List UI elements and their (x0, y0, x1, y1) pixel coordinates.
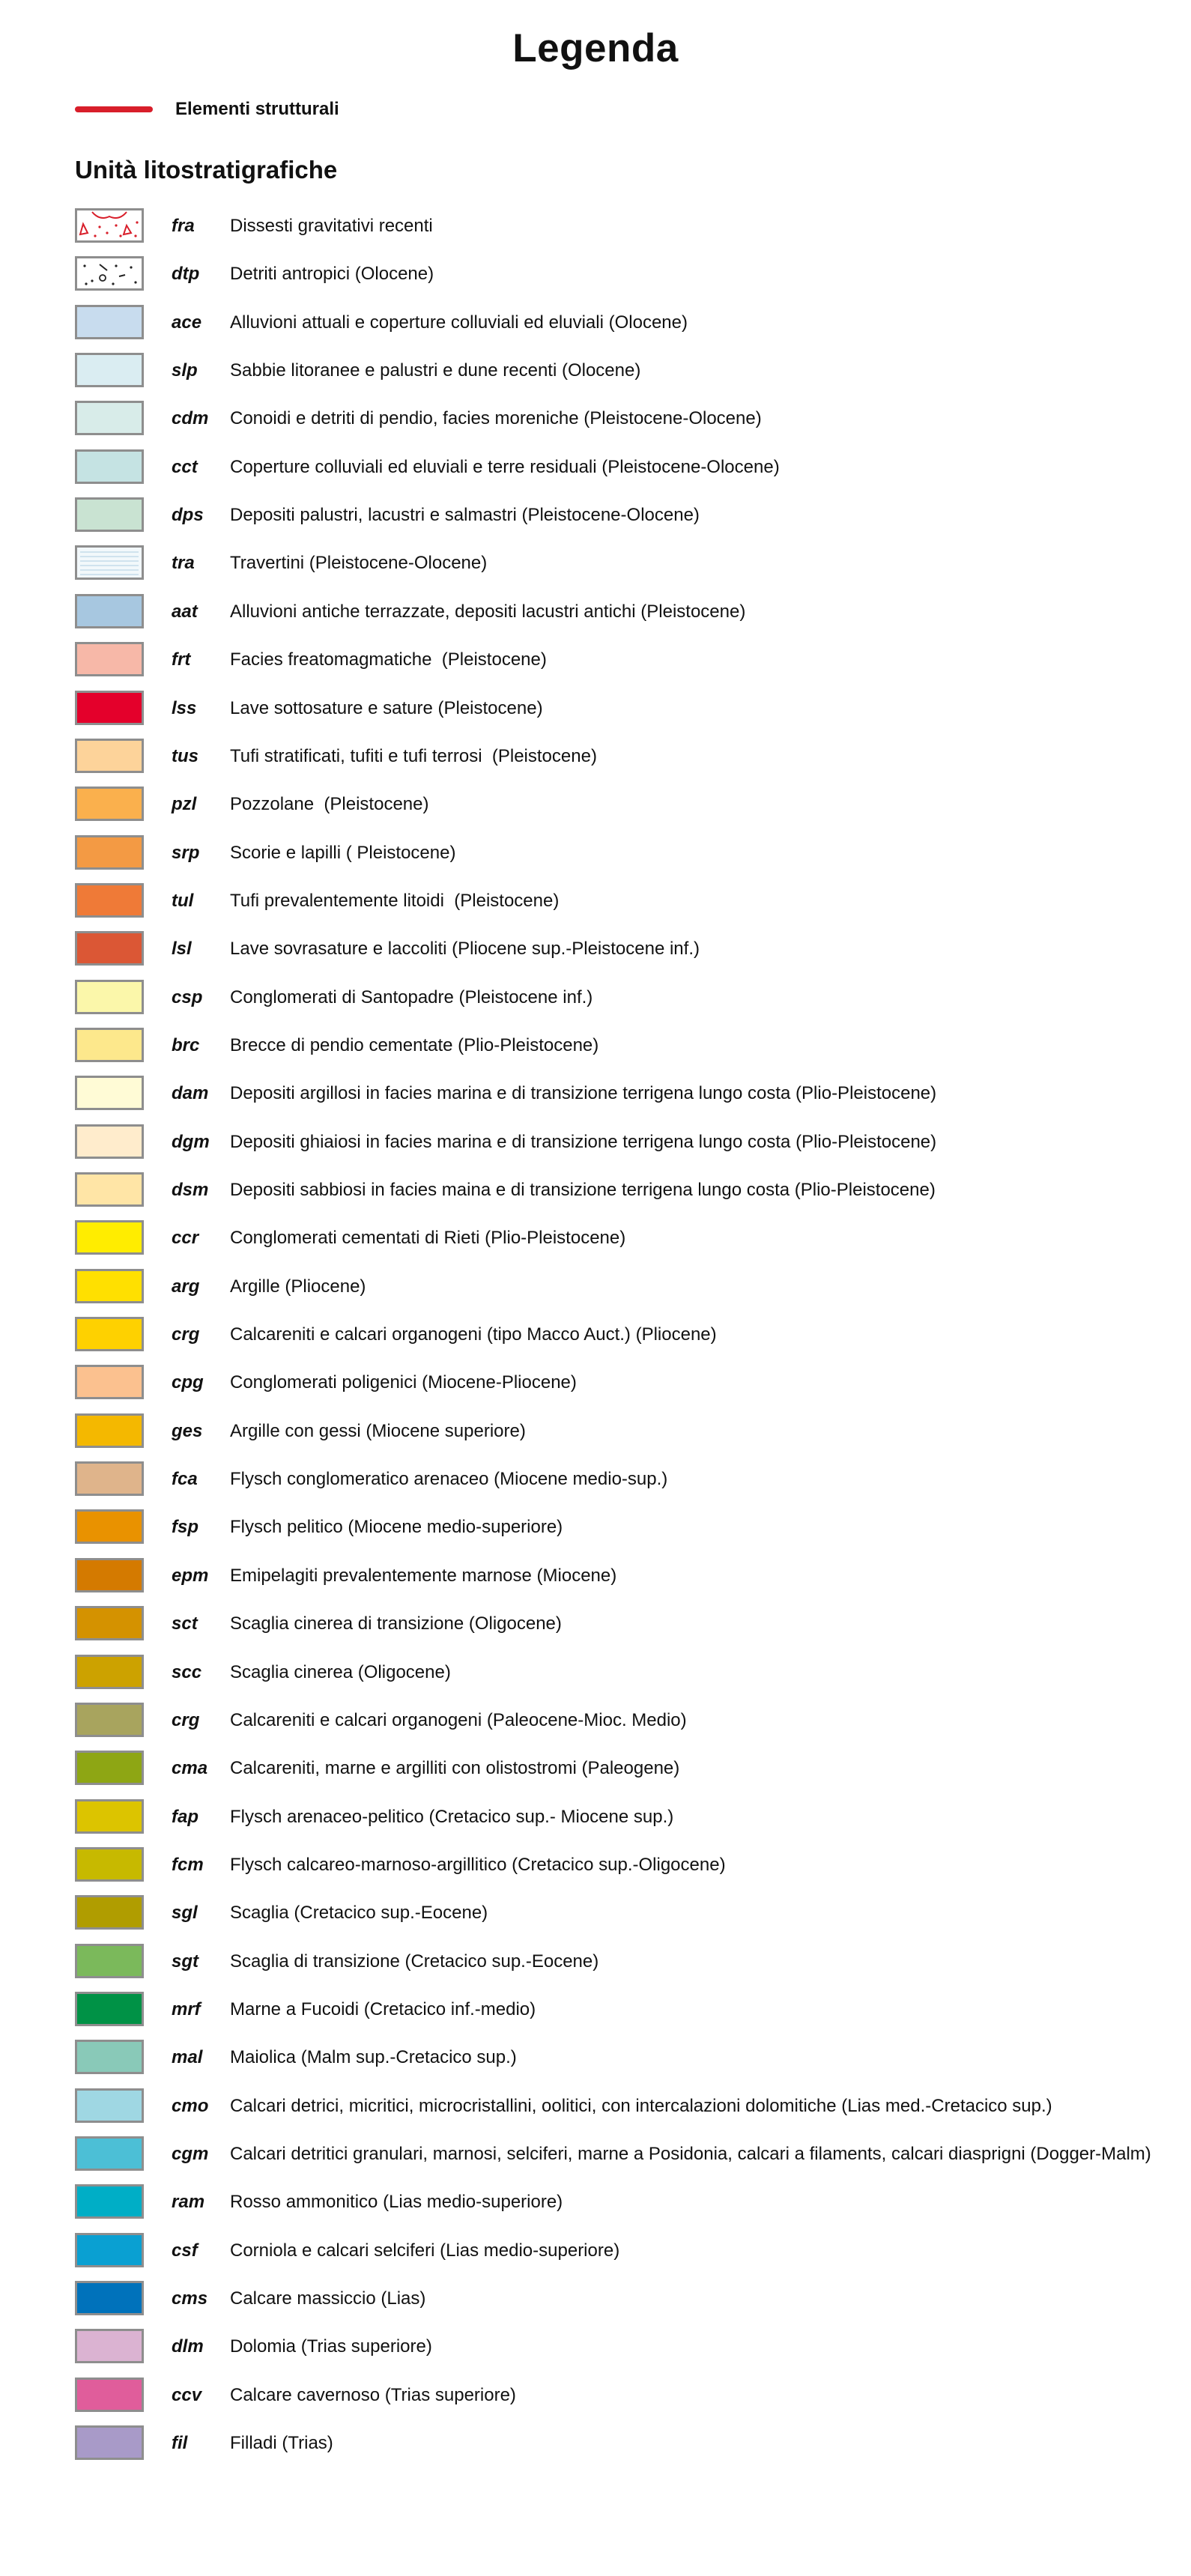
unit-code: csf (172, 2240, 198, 2261)
unit-description: Conglomerati di Santopadre (Pleistocene inf.) (230, 987, 593, 1007)
unit-code: ace (172, 312, 202, 333)
unit-color-swatch (75, 1751, 144, 1785)
legend-row (75, 1220, 1191, 1259)
unit-description: Calcari detrici, micritici, microcristallini, oolitici, con intercalazioni dolomitiche (Lias med.-Cretacico sup.) (230, 2095, 1052, 2116)
legend-row (75, 1847, 1191, 1886)
legend-row (75, 1944, 1191, 1983)
unit-color-swatch (75, 2040, 144, 2074)
legend-row (75, 2233, 1191, 2272)
unit-color-swatch (75, 1944, 144, 1978)
unit-color-swatch (75, 2136, 144, 2171)
unit-color-swatch (75, 1220, 144, 1255)
structural-elements-entry (75, 96, 339, 123)
unit-code: frt (172, 649, 191, 670)
unit-color-swatch (75, 449, 144, 484)
unit-code: fcm (172, 1854, 204, 1875)
unit-color-swatch (75, 1847, 144, 1882)
unit-description: Depositi argillosi in facies marina e di transizione terrigena lungo costa (Plio-Pleistocene) (230, 1083, 937, 1104)
unit-code: cgm (172, 2144, 209, 2164)
unit-description: Conglomerati poligenici (Miocene-Pliocene) (230, 1372, 577, 1393)
unit-color-swatch (75, 739, 144, 773)
unit-color-swatch (75, 691, 144, 725)
unit-code: cct (172, 456, 198, 477)
unit-description: Brecce di pendio cementate (Plio-Pleistocene) (230, 1034, 599, 1055)
unit-description: Dolomia (Trias superiore) (230, 2336, 432, 2357)
legend-row (75, 691, 1191, 730)
unit-code: cmo (172, 2095, 209, 2116)
structural-line-symbol (75, 106, 153, 112)
unit-color-swatch (75, 1461, 144, 1496)
unit-description: Marne a Fucoidi (Cretacico inf.-medio) (230, 1998, 536, 2019)
legend-row (75, 2378, 1191, 2416)
legend-row (75, 980, 1191, 1019)
legend-row (75, 305, 1191, 344)
unit-color-swatch (75, 835, 144, 870)
unit-color-swatch (75, 2329, 144, 2363)
legend-row (75, 1365, 1191, 1404)
unit-color-swatch (75, 1028, 144, 1062)
unit-description: Calcare cavernoso (Trias superiore) (230, 2384, 516, 2405)
unit-description: Scaglia cinerea di transizione (Oligocene) (230, 1613, 562, 1634)
unit-description: Argille con gessi (Miocene superiore) (230, 1420, 526, 1441)
legend-row (75, 449, 1191, 488)
unit-description: Alluvioni antiche terrazzate, depositi lacustri antichi (Pleistocene) (230, 601, 746, 622)
unit-color-swatch (75, 545, 144, 580)
unit-color-swatch (75, 256, 144, 291)
unit-description: Dissesti gravitativi recenti (230, 216, 433, 236)
legend-row (75, 208, 1191, 247)
unit-color-swatch (75, 1606, 144, 1640)
unit-code: cpg (172, 1372, 204, 1393)
unit-description: Tufi prevalentemente litoidi (Pleistocene) (230, 890, 560, 911)
unit-description: Filladi (Trias) (230, 2433, 333, 2454)
legend-row (75, 1413, 1191, 1452)
unit-code: csp (172, 987, 203, 1007)
legend-row (75, 1172, 1191, 1211)
unit-color-swatch (75, 1172, 144, 1207)
unit-description: Calcare massiccio (Lias) (230, 2288, 426, 2309)
legend-row (75, 545, 1191, 584)
unit-code: fil (172, 2433, 188, 2454)
legend-row (75, 1461, 1191, 1500)
legend-row (75, 1076, 1191, 1115)
section-title: Unità litostratigrafiche (75, 156, 338, 184)
unit-description: Depositi ghiaiosi in facies marina e di transizione terrigena lungo costa (Plio-Pleistocene) (230, 1131, 937, 1152)
unit-color-swatch (75, 2184, 144, 2219)
unit-code: sgt (172, 1951, 198, 1972)
legend-row (75, 2184, 1191, 2223)
legend-row (75, 594, 1191, 633)
legend-row (75, 931, 1191, 970)
unit-description: Facies freatomagmatiche (Pleistocene) (230, 649, 547, 670)
legend-row (75, 256, 1191, 295)
legend-title: Legenda (512, 26, 679, 70)
unit-description: Coperture colluviali ed eluviali e terre residuali (Pleistocene-Olocene) (230, 456, 780, 477)
unit-color-swatch (75, 1509, 144, 1544)
unit-code: ges (172, 1420, 203, 1441)
unit-description: Maiolica (Malm sup.-Cretacico sup.) (230, 2047, 517, 2068)
legend-row (75, 2136, 1191, 2175)
unit-description: Flysch pelitico (Miocene medio-superiore) (230, 1517, 563, 1538)
unit-color-swatch (75, 883, 144, 918)
unit-code: dlm (172, 2336, 204, 2357)
unit-color-swatch (75, 353, 144, 387)
legend-row (75, 1606, 1191, 1645)
legend-row (75, 883, 1191, 922)
legend-row (75, 2329, 1191, 2368)
unit-code: fca (172, 1469, 198, 1490)
legend-row (75, 1509, 1191, 1548)
unit-color-swatch (75, 1799, 144, 1834)
unit-description: Flysch conglomeratico arenaceo (Miocene medio-sup.) (230, 1469, 668, 1490)
legend-row (75, 2088, 1191, 2127)
legend-row (75, 1799, 1191, 1838)
unit-description: Emipelagiti prevalentemente marnose (Miocene) (230, 1565, 617, 1586)
unit-description: Rosso ammonitico (Lias medio-superiore) (230, 2192, 563, 2213)
unit-color-swatch (75, 208, 144, 243)
unit-code: lsl (172, 939, 192, 960)
unit-code: fap (172, 1806, 198, 1827)
unit-description: Scaglia di transizione (Cretacico sup.-Eocene) (230, 1951, 599, 1972)
unit-color-swatch (75, 931, 144, 966)
unit-code: cdm (172, 408, 209, 429)
unit-code: tra (172, 553, 195, 574)
unit-code: arg (172, 1276, 200, 1297)
unit-color-swatch (75, 2425, 144, 2460)
unit-code: ram (172, 2192, 205, 2213)
unit-color-swatch (75, 401, 144, 435)
unit-code: ccr (172, 1228, 199, 1249)
unit-color-swatch (75, 1992, 144, 2026)
unit-code: sgl (172, 1903, 198, 1924)
unit-description: Tufi stratificati, tufiti e tufi terrosi (Pleistocene) (230, 745, 597, 766)
legend-row (75, 787, 1191, 825)
unit-description: Depositi palustri, lacustri e salmastri (Pleistocene-Olocene) (230, 505, 700, 526)
unit-code: crg (172, 1324, 200, 1345)
unit-color-swatch (75, 1895, 144, 1930)
unit-description: Pozzolane (Pleistocene) (230, 794, 429, 815)
unit-description: Conoidi e detriti di pendio, facies moreniche (Pleistocene-Olocene) (230, 408, 762, 429)
unit-color-swatch (75, 2378, 144, 2412)
unit-code: scc (172, 1661, 202, 1682)
unit-description: Calcari detritici granulari, marnosi, selciferi, marne a Posidonia, calcari a filaments, calcari diasprigni (Dogger-Malm) (230, 2144, 1151, 2164)
unit-description: Scaglia cinerea (Oligocene) (230, 1661, 451, 1682)
unit-code: cma (172, 1758, 208, 1779)
unit-code: dgm (172, 1131, 210, 1152)
unit-color-swatch (75, 1076, 144, 1110)
unit-code: dps (172, 505, 204, 526)
unit-description: Calcareniti, marne e argilliti con olistostromi (Paleogene) (230, 1758, 680, 1779)
legend-row (75, 1703, 1191, 1742)
unit-code: sct (172, 1613, 198, 1634)
unit-description: Corniola e calcari selciferi (Lias medio-superiore) (230, 2240, 620, 2261)
legend-row (75, 401, 1191, 440)
unit-description: Conglomerati cementati di Rieti (Plio-Pleistocene) (230, 1228, 626, 1249)
unit-description: Depositi sabbiosi in facies maina e di transizione terrigena lungo costa (Plio-Pleistocene) (230, 1180, 936, 1200)
unit-color-swatch (75, 642, 144, 676)
unit-code: dam (172, 1083, 209, 1104)
unit-description: Sabbie litoranee e palustri e dune recenti (Olocene) (230, 360, 641, 381)
legend-row (75, 1895, 1191, 1934)
unit-code: tul (172, 890, 194, 911)
legend-row (75, 1992, 1191, 2031)
unit-color-swatch (75, 594, 144, 628)
unit-code: epm (172, 1565, 209, 1586)
unit-description: Argille (Pliocene) (230, 1276, 366, 1297)
unit-color-swatch (75, 1365, 144, 1399)
legend-row (75, 1751, 1191, 1789)
unit-code: mrf (172, 1998, 201, 2019)
unit-description: Lave sovrasature e laccoliti (Pliocene sup.-Pleistocene inf.) (230, 939, 700, 960)
unit-color-swatch (75, 980, 144, 1014)
unit-description: Calcareniti e calcari organogeni (tipo Macco Auct.) (Pliocene) (230, 1324, 717, 1345)
legend-row (75, 1028, 1191, 1067)
unit-description: Scaglia (Cretacico sup.-Eocene) (230, 1903, 488, 1924)
unit-description: Alluvioni attuali e coperture colluviali ed eluviali (Olocene) (230, 312, 688, 333)
legend-row (75, 353, 1191, 392)
unit-color-swatch (75, 1558, 144, 1592)
unit-color-swatch (75, 2281, 144, 2315)
unit-code: fsp (172, 1517, 198, 1538)
unit-color-swatch (75, 1703, 144, 1737)
unit-code: brc (172, 1034, 200, 1055)
unit-color-swatch (75, 1413, 144, 1448)
unit-color-swatch (75, 1317, 144, 1351)
unit-code: lss (172, 697, 197, 718)
unit-code: srp (172, 842, 200, 863)
unit-code: aat (172, 601, 198, 622)
unit-color-swatch (75, 497, 144, 532)
unit-color-swatch (75, 1124, 144, 1159)
unit-color-swatch (75, 1269, 144, 1303)
legend-row (75, 1558, 1191, 1597)
unit-description: Detriti antropici (Olocene) (230, 264, 434, 285)
unit-description: Travertini (Pleistocene-Olocene) (230, 553, 488, 574)
structural-elements-label: Elementi strutturali (175, 99, 339, 119)
unit-code: slp (172, 360, 198, 381)
legend-row (75, 2425, 1191, 2464)
legend-row (75, 1269, 1191, 1308)
legend-row (75, 2281, 1191, 2320)
unit-code: ccv (172, 2384, 202, 2405)
unit-description: Flysch arenaceo-pelitico (Cretacico sup.- Miocene sup.) (230, 1806, 674, 1827)
legend-row (75, 1124, 1191, 1163)
legend-row (75, 739, 1191, 778)
unit-color-swatch (75, 305, 144, 339)
unit-code: dtp (172, 264, 200, 285)
legend-row (75, 835, 1191, 874)
unit-code: cms (172, 2288, 208, 2309)
legend-row (75, 2040, 1191, 2079)
unit-color-swatch (75, 1655, 144, 1689)
unit-description: Scorie e lapilli ( Pleistocene) (230, 842, 456, 863)
legend-row (75, 1317, 1191, 1356)
unit-code: tus (172, 745, 198, 766)
unit-code: dsm (172, 1180, 209, 1200)
unit-code: pzl (172, 794, 197, 815)
legend-row (75, 642, 1191, 681)
unit-color-swatch (75, 2233, 144, 2267)
unit-code: mal (172, 2047, 203, 2068)
unit-description: Lave sottosature e sature (Pleistocene) (230, 697, 543, 718)
unit-color-swatch (75, 2088, 144, 2123)
unit-code: fra (172, 216, 195, 236)
unit-code: crg (172, 1709, 200, 1730)
legend-row (75, 497, 1191, 536)
legend-row (75, 1655, 1191, 1694)
unit-color-swatch (75, 787, 144, 821)
unit-description: Flysch calcareo-marnoso-argillitico (Cretacico sup.-Oligocene) (230, 1854, 726, 1875)
unit-description: Calcareniti e calcari organogeni (Paleocene-Mioc. Medio) (230, 1709, 687, 1730)
